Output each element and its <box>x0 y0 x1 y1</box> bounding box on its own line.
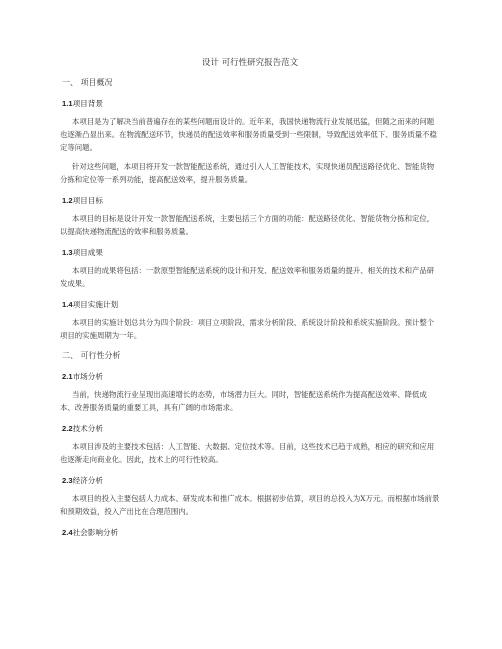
subsection-title: 市场分析 <box>72 372 103 381</box>
subsection-number: 1.3 <box>62 248 73 257</box>
subsection-heading-market <box>62 371 440 382</box>
subsection-number: 2.1 <box>62 372 73 381</box>
subsection-number: 1.4 <box>62 300 73 309</box>
paragraph: 针对这些问题，本项目将开发一款智能配送系统，通过引入人工智能技术，实现快递员配送路径优化、智能货物分拣和定位等一系列功能，提高配送效率，提升服务质量。 <box>60 162 435 184</box>
section-heading-feasibility: 二、 可行性分析 <box>62 351 121 360</box>
subsection-heading-results <box>62 247 440 258</box>
paragraph: 当前，快递物流行业呈现出高速增长的态势，市场潜力巨大。同时，智能配送系统作为提高配送效率、降低成本、改善服务质量的重要工具，具有广阔的市场需求。 <box>60 390 427 412</box>
section-heading-overview: 一、 项目概况 <box>62 78 113 87</box>
subsection-title: 经济分析 <box>72 476 103 485</box>
subsection-title: 项目成果 <box>72 248 103 257</box>
paragraph: 本项目的目标是设计开发一款智能配送系统，主要包括三个方面的功能：配送路径优化、智能货物分拣和定位，以提高快递物流配送的效率和服务质量。 <box>60 214 435 236</box>
document-title: 设计 可行性研究报告范文 <box>201 58 299 68</box>
subsection-title: 技术分析 <box>72 424 103 433</box>
paragraph: 本项目的投入主要包括人力成本、研发成本和推广成本。根据初步估算，项目的总投入为X万元。而根据市场前景和预期效益，投入产出比在合理范围内。 <box>60 494 440 516</box>
subsection-heading-plan <box>62 299 440 310</box>
subsection-title: 社会影响分析 <box>72 528 119 537</box>
subsection-number: 1.2 <box>62 196 73 205</box>
subsection-title: 项目实施计划 <box>72 300 119 309</box>
subsection-heading-technology <box>62 423 440 434</box>
subsection-title: 项目目标 <box>72 196 103 205</box>
subsection-heading-economics <box>62 475 440 486</box>
paragraph: 本项目涉及的主要技术包括：人工智能、大数据、定位技术等。目前，这些技术已趋于成熟，相应的研究和应用也逐渐走向商业化。因此，技术上的可行性较高。 <box>60 442 435 464</box>
subsection-heading-social-impact <box>62 527 440 538</box>
subsection-title: 项目背景 <box>72 99 103 108</box>
subsection-number: 2.3 <box>62 476 73 485</box>
paragraph: 本项目的实施计划总共分为四个阶段：项目立项阶段、需求分析阶段、系统设计阶段和系统实施阶段。预计整个项目的实施周期为一年。 <box>60 318 435 340</box>
subsection-number: 2.2 <box>62 424 73 433</box>
paragraph: 本项目是为了解决当前普遍存在的某些问题而设计的。近年来，我国快递物流行业发展迅猛，但随之而来的问题也逐渐凸显出来。在物流配送环节，快递员的配送效率和服务质量受到一些限制，导致配送效率低下、服务质量不稳定等问题。 <box>60 117 437 152</box>
subsection-heading-background <box>62 98 440 109</box>
subsection-heading-goals <box>62 195 440 206</box>
subsection-number: 2.4 <box>62 528 73 537</box>
paragraph: 本项目的成果将包括：一款原型智能配送系统的设计和开发、配送效率和服务质量的提升、相关的技术和产品研发成果。 <box>60 266 435 288</box>
subsection-number: 1.1 <box>62 99 73 108</box>
